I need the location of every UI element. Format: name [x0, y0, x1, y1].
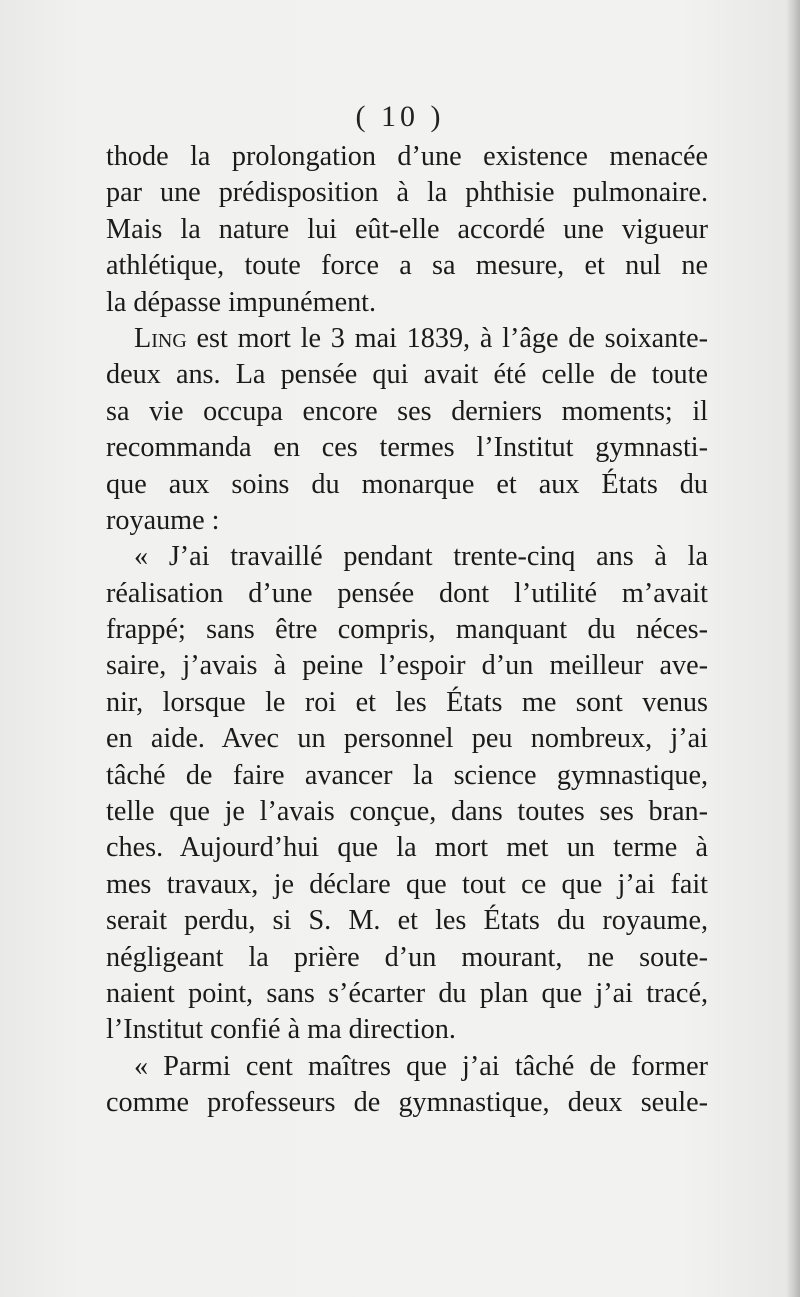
- text-line: sa vie occupa encore ses derniers moments; il: [106, 395, 708, 427]
- text-line: mes travaux, je déclare que tout ce que j’ai fait: [106, 868, 708, 900]
- text-line: [106, 321, 708, 357]
- body-text: [106, 139, 708, 1122]
- text-line: réalisation d’une pensée dont l’utilité m’avait: [106, 577, 708, 609]
- text-line: deux ans. La pensée qui avait été celle de toute: [106, 359, 708, 391]
- text-line: la dépasse impunément.: [106, 286, 377, 318]
- text-line: en aide. Avec un personnel peu nombreux, j’ai: [106, 723, 708, 755]
- text-line: par une prédisposition à la phthisie pulmonaire.: [106, 177, 708, 209]
- text-line: telle que je l’avais conçue, dans toutes ses bran-: [106, 796, 708, 828]
- text-line: thode la prolongation d’une existence menacée: [106, 141, 708, 172]
- text-line: frappé; sans être compris, manquant du néces-: [106, 614, 708, 646]
- text-line: serait perdu, si S. M. et les États du royaume,: [106, 905, 708, 937]
- person-name: Ling: [134, 322, 187, 354]
- text-line: ches. Aujourd’hui que la mort met un terme à: [106, 832, 708, 864]
- text-line: saire, j’avais à peine l’espoir d’un meilleur ave-: [106, 650, 708, 682]
- text-line: comme professeurs de gymnastique, deux seule-: [106, 1087, 708, 1119]
- text-line: royaume :: [106, 504, 220, 536]
- text-line: nir, lorsque le roi et les États me sont venus: [106, 686, 708, 718]
- text-line: naient point, sans s’écarter du plan que j’ai tracé,: [106, 977, 708, 1009]
- text-line: athlétique, toute force a sa mesure, et nul ne: [106, 250, 708, 282]
- text-line: Mais la nature lui eût-elle accordé une vigueur: [106, 213, 708, 245]
- text-line: « Parmi cent maîtres que j’ai tâché de former: [134, 1050, 708, 1082]
- text-line: l’Institut confié à ma direction.: [106, 1014, 456, 1046]
- page-edge-shadow: [786, 0, 800, 1297]
- page-number: ( 10 ): [355, 100, 445, 133]
- text-line: tâché de faire avancer la science gymnastique,: [106, 759, 708, 791]
- text-line: négligeant la prière d’un mourant, ne soute-: [106, 941, 708, 973]
- text-line-rest: est mort le 3 mai 1839, à l’âge de soixante-: [186, 322, 708, 354]
- text-line: que aux soins du monarque et aux États du: [106, 468, 708, 500]
- text-line: recommanda en ces termes l’Institut gymnasti-: [106, 432, 708, 464]
- text-line: « J’ai travaillé pendant trente-cinq ans à la: [134, 541, 708, 573]
